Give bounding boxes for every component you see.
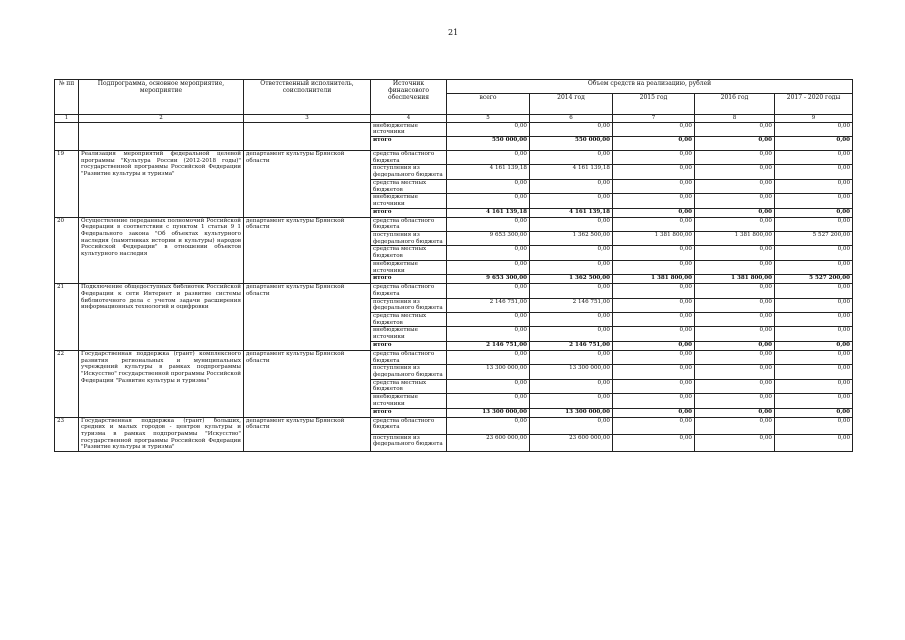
row-number	[55, 122, 79, 150]
amount-cell: 0,00	[613, 327, 695, 341]
amount-cell: 0,00	[695, 379, 775, 393]
amount-cell: 4 161 139,18	[447, 208, 530, 217]
amount-cell: 550 000,00	[530, 137, 613, 151]
amount-cell: 13 300 000,00	[530, 408, 613, 417]
amount-cell: 0,00	[695, 165, 775, 179]
amount-cell: 0,00	[695, 151, 775, 165]
source-cell: внебюджетные источники	[371, 394, 447, 408]
header-2017-2020: 2017 - 2020 годы	[775, 94, 853, 115]
row-number: 20	[55, 217, 79, 284]
amount-cell: 0,00	[530, 260, 613, 274]
header-total: всего	[447, 94, 530, 115]
amount-cell: 0,00	[613, 260, 695, 274]
header-2014: 2014 год	[530, 94, 613, 115]
amount-cell: 0,00	[447, 379, 530, 393]
amount-cell: 0,00	[695, 179, 775, 193]
amount-cell: 0,00	[447, 394, 530, 408]
amount-cell: 0,00	[530, 151, 613, 165]
amount-cell: 0,00	[775, 365, 853, 379]
amount-cell: 0,00	[613, 408, 695, 417]
header-amount: Объем средств на реализацию, рублей	[447, 80, 853, 94]
amount-cell: 0,00	[530, 350, 613, 364]
amount-cell: 0,00	[775, 137, 853, 151]
amount-cell: 0,00	[613, 394, 695, 408]
amount-cell: 0,00	[613, 179, 695, 193]
amount-cell: 13 300 000,00	[447, 408, 530, 417]
amount-cell: 0,00	[447, 151, 530, 165]
amount-cell: 0,00	[775, 165, 853, 179]
header-2016: 2016 год	[695, 94, 775, 115]
row-number: 23	[55, 417, 79, 452]
source-cell: поступления из федерального бюджета	[371, 298, 447, 312]
amount-cell: 1 362 500,00	[530, 232, 613, 246]
amount-cell: 0,00	[613, 284, 695, 298]
page-number: 21	[448, 28, 459, 37]
column-index: 1	[55, 115, 79, 123]
executor-cell: департамент культуры Брянской области	[244, 284, 371, 351]
source-cell: внебюджетные источники	[371, 327, 447, 341]
program-cell	[79, 122, 244, 150]
amount-cell: 0,00	[775, 194, 853, 208]
amount-cell: 0,00	[695, 350, 775, 364]
source-cell: средства местных бюджетов	[371, 313, 447, 327]
amount-cell: 0,00	[695, 122, 775, 136]
amount-cell: 2 146 751,00	[530, 298, 613, 312]
source-cell: средства местных бюджетов	[371, 179, 447, 193]
amount-cell: 0,00	[447, 179, 530, 193]
executor-cell	[244, 122, 371, 150]
amount-cell: 1 381 800,00	[695, 275, 775, 284]
amount-cell: 0,00	[447, 194, 530, 208]
source-cell: итого	[371, 137, 447, 151]
source-cell: средства областного бюджета	[371, 284, 447, 298]
amount-cell: 0,00	[613, 217, 695, 231]
row-number: 19	[55, 151, 79, 218]
amount-cell: 550 000,00	[447, 137, 530, 151]
source-cell: средства областного бюджета	[371, 417, 447, 434]
header-no: № пп	[55, 80, 79, 115]
program-cell: Государственная поддержка (грант) больших, средних и малых городов - центров культуры и туризма в рамках подпрограммы "Искусство" государственной программы Российской Федерации "Развитие культуры и туризма"	[79, 417, 244, 452]
amount-cell: 0,00	[775, 327, 853, 341]
table-row	[55, 350, 853, 364]
program-cell: Реализация мероприятий федеральной целевой программы "Культура России (2012-2018 годы)" государственной программы Российской Федерации "Развитие культуры и туризма"	[79, 151, 244, 218]
amount-cell: 0,00	[530, 194, 613, 208]
amount-cell: 23 600 000,00	[530, 434, 613, 451]
table-row	[55, 122, 853, 136]
amount-cell: 0,00	[530, 122, 613, 136]
table-row	[55, 417, 853, 434]
amount-cell: 0,00	[613, 350, 695, 364]
amount-cell: 4 161 139,18	[530, 165, 613, 179]
executor-cell: департамент культуры Брянской области	[244, 417, 371, 452]
amount-cell: 0,00	[775, 151, 853, 165]
amount-cell: 0,00	[613, 194, 695, 208]
source-cell: итого	[371, 275, 447, 284]
table-row	[55, 284, 853, 298]
source-cell: поступления из федерального бюджета	[371, 232, 447, 246]
source-cell: средства областного бюджета	[371, 217, 447, 231]
amount-cell: 0,00	[775, 417, 853, 434]
table-row	[55, 217, 853, 231]
amount-cell: 0,00	[775, 434, 853, 451]
column-index: 4	[371, 115, 447, 123]
amount-cell: 5 527 200,00	[775, 232, 853, 246]
amount-cell: 0,00	[775, 246, 853, 260]
amount-cell: 0,00	[447, 260, 530, 274]
amount-cell: 0,00	[695, 313, 775, 327]
column-index: 8	[695, 115, 775, 123]
amount-cell: 13 300 000,00	[447, 365, 530, 379]
amount-cell: 2 146 751,00	[447, 298, 530, 312]
amount-cell: 0,00	[530, 327, 613, 341]
source-cell: поступления из федерального бюджета	[371, 165, 447, 179]
column-index: 6	[530, 115, 613, 123]
executor-cell: департамент культуры Брянской области	[244, 217, 371, 284]
executor-cell: департамент культуры Брянской области	[244, 151, 371, 218]
amount-cell: 2 146 751,00	[530, 341, 613, 350]
amount-cell: 13 300 000,00	[530, 365, 613, 379]
amount-cell: 0,00	[775, 122, 853, 136]
amount-cell: 5 527 200,00	[775, 275, 853, 284]
column-index: 7	[613, 115, 695, 123]
source-cell: поступления из федерального бюджета	[371, 434, 447, 451]
amount-cell: 0,00	[775, 284, 853, 298]
amount-cell: 0,00	[530, 379, 613, 393]
amount-cell: 0,00	[695, 208, 775, 217]
amount-cell: 1 362 500,00	[530, 275, 613, 284]
amount-cell: 0,00	[613, 246, 695, 260]
amount-cell: 4 161 139,18	[530, 208, 613, 217]
amount-cell: 0,00	[447, 122, 530, 136]
amount-cell: 1 381 800,00	[613, 275, 695, 284]
amount-cell: 0,00	[775, 208, 853, 217]
column-index: 3	[244, 115, 371, 123]
amount-cell: 0,00	[695, 217, 775, 231]
source-cell: итого	[371, 341, 447, 350]
amount-cell: 0,00	[775, 179, 853, 193]
amount-cell: 0,00	[447, 313, 530, 327]
amount-cell: 0,00	[530, 394, 613, 408]
amount-cell: 0,00	[447, 217, 530, 231]
amount-cell: 0,00	[775, 408, 853, 417]
program-cell: Подключение общедоступных библиотек Российской Федерации к сети Интернет и развитие системы библиотечного дела с учетом задачи расширения информационных технологий и оцифровки	[79, 284, 244, 351]
amount-cell: 0,00	[775, 298, 853, 312]
amount-cell: 0,00	[695, 434, 775, 451]
program-cell: Государственная поддержка (грант) комплексного развития региональных и муниципальных учреждений культуры в рамках подпрограммы "Искусство" государственной программы Российской Федерации "Развитие культуры и туризма"	[79, 350, 244, 417]
amount-cell: 0,00	[775, 350, 853, 364]
amount-cell: 0,00	[613, 341, 695, 350]
source-cell: внебюджетные источники	[371, 122, 447, 136]
amount-cell: 0,00	[775, 394, 853, 408]
amount-cell: 0,00	[447, 350, 530, 364]
amount-cell: 1 381 800,00	[613, 232, 695, 246]
amount-cell: 0,00	[613, 165, 695, 179]
row-number: 21	[55, 284, 79, 351]
column-index: 5	[447, 115, 530, 123]
source-cell: внебюджетные источники	[371, 260, 447, 274]
source-cell: итого	[371, 208, 447, 217]
source-cell: средства областного бюджета	[371, 151, 447, 165]
amount-cell: 4 161 139,18	[447, 165, 530, 179]
program-cell: Осуществление переданных полномочий Российской Федерации в соответствии с пунктом 1 статьи 9 1 Федерального закона "Об объектах культурного наследия (памятниках истории и культуры) народов Российской Федерации" в отношении объектов культурного наследия	[79, 217, 244, 284]
source-cell: поступления из федерального бюджета	[371, 365, 447, 379]
amount-cell: 0,00	[695, 408, 775, 417]
amount-cell: 0,00	[613, 379, 695, 393]
amount-cell: 0,00	[695, 341, 775, 350]
source-cell: средства местных бюджетов	[371, 379, 447, 393]
amount-cell: 0,00	[613, 417, 695, 434]
amount-cell: 0,00	[775, 313, 853, 327]
row-number: 22	[55, 350, 79, 417]
amount-cell: 0,00	[447, 417, 530, 434]
source-cell: средства местных бюджетов	[371, 246, 447, 260]
amount-cell: 0,00	[530, 313, 613, 327]
amount-cell: 0,00	[530, 217, 613, 231]
amount-cell: 0,00	[695, 260, 775, 274]
header-program: Подпрограмма, основное мероприятие, мероприятие	[79, 80, 244, 115]
amount-cell: 0,00	[695, 394, 775, 408]
amount-cell: 0,00	[613, 365, 695, 379]
amount-cell: 0,00	[530, 179, 613, 193]
amount-cell: 0,00	[613, 208, 695, 217]
amount-cell: 0,00	[695, 137, 775, 151]
amount-cell: 0,00	[613, 151, 695, 165]
column-index-row	[55, 115, 853, 123]
amount-cell: 0,00	[613, 137, 695, 151]
amount-cell: 23 600 000,00	[447, 434, 530, 451]
budget-table	[54, 79, 853, 452]
amount-cell: 0,00	[775, 341, 853, 350]
column-index: 2	[79, 115, 244, 123]
column-index: 9	[775, 115, 853, 123]
amount-cell: 0,00	[695, 298, 775, 312]
amount-cell: 9 653 300,00	[447, 232, 530, 246]
amount-cell: 0,00	[447, 327, 530, 341]
amount-cell: 0,00	[695, 417, 775, 434]
amount-cell: 0,00	[530, 284, 613, 298]
amount-cell: 0,00	[530, 417, 613, 434]
amount-cell: 0,00	[447, 246, 530, 260]
source-cell: средства областного бюджета	[371, 350, 447, 364]
executor-cell: департамент культуры Брянской области	[244, 350, 371, 417]
amount-cell: 0,00	[775, 260, 853, 274]
amount-cell: 0,00	[695, 194, 775, 208]
header-executor: Ответственный исполнитель, соисполнители	[244, 80, 371, 115]
amount-cell: 0,00	[447, 284, 530, 298]
amount-cell: 1 381 800,00	[695, 232, 775, 246]
amount-cell: 0,00	[695, 246, 775, 260]
amount-cell: 0,00	[613, 298, 695, 312]
table-row	[55, 151, 853, 165]
amount-cell: 0,00	[613, 122, 695, 136]
source-cell: итого	[371, 408, 447, 417]
amount-cell: 0,00	[613, 313, 695, 327]
source-cell: внебюджетные источники	[371, 194, 447, 208]
amount-cell: 0,00	[775, 217, 853, 231]
amount-cell: 0,00	[775, 379, 853, 393]
amount-cell: 9 653 300,00	[447, 275, 530, 284]
header-2015: 2015 год	[613, 94, 695, 115]
amount-cell: 0,00	[695, 284, 775, 298]
amount-cell: 0,00	[695, 327, 775, 341]
amount-cell: 0,00	[530, 246, 613, 260]
amount-cell: 2 146 751,00	[447, 341, 530, 350]
amount-cell: 0,00	[695, 365, 775, 379]
amount-cell: 0,00	[613, 434, 695, 451]
header-source: Источник финансового обеспечения	[371, 80, 447, 115]
